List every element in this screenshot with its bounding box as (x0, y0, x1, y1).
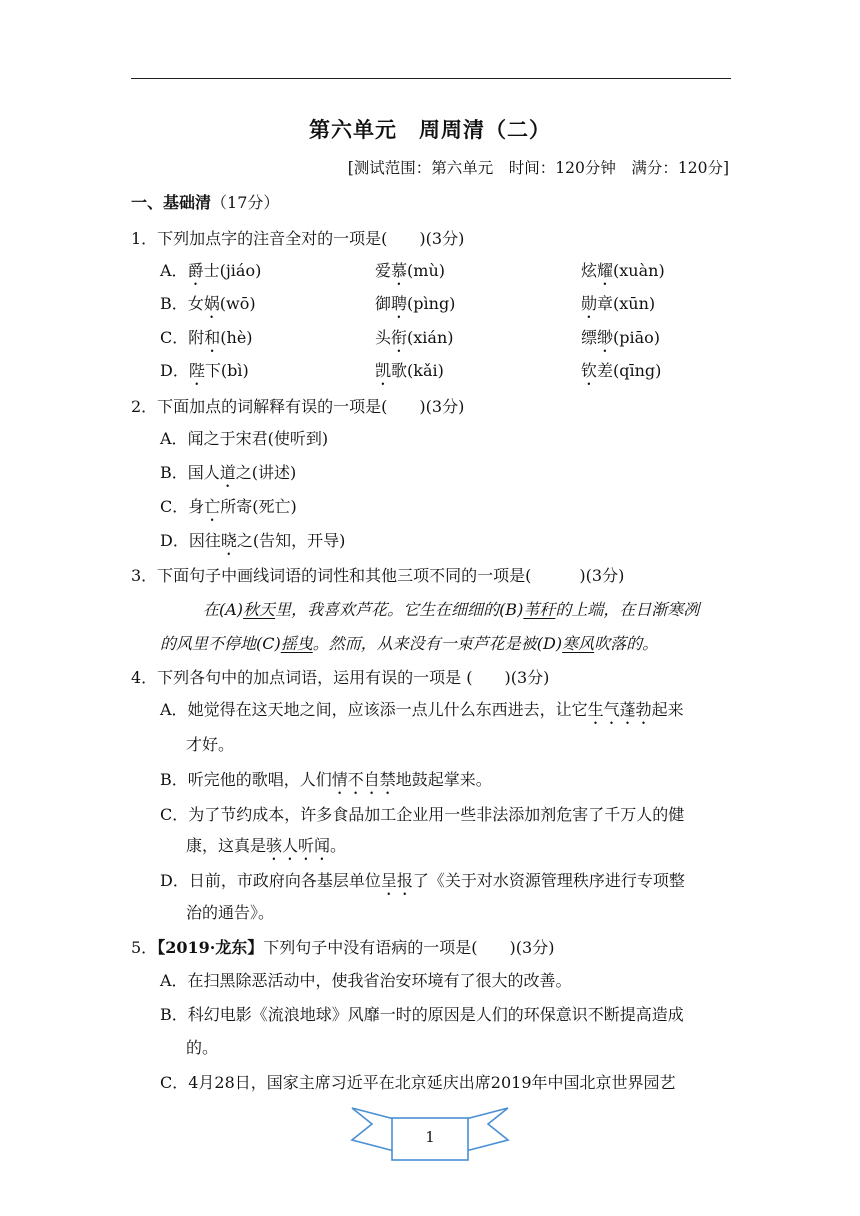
option-word: 头 (375, 328, 392, 347)
question-5-stem (131, 935, 554, 958)
option-word: 娲 (203, 294, 220, 313)
top-rule (131, 78, 731, 79)
underlined-word-d: 寒风 (562, 634, 595, 653)
option-word: 爱 (375, 261, 392, 280)
question-5-option-a: A．在扫黑除恶活动中，使我省治安环境有了很大的改善。 (160, 971, 572, 990)
option-word: 炫 (581, 261, 598, 280)
option-text: 所寄(死亡) (220, 497, 297, 516)
question-1-option-3-b (375, 358, 444, 389)
option-text: 日前，市政府向各基层单位 (188, 871, 381, 890)
question-text: 下列句子中没有语病的一项是( )(3分) (263, 938, 555, 957)
option-word: 凯 (375, 361, 392, 380)
option-pinyin: (xuàn) (613, 261, 665, 280)
dotted-word: 生气蓬勃 (587, 700, 652, 719)
question-1-option-1-c (581, 291, 655, 322)
question-4-option-c-cont (186, 833, 346, 864)
passage-text: 。然而，从来没有一束芦花是被(D) (312, 634, 563, 653)
option-word: 缈 (597, 328, 614, 347)
question-number: 5． (131, 938, 158, 957)
option-text: 之(讲述) (235, 463, 297, 482)
dotted-word: 骇人听闻 (266, 836, 331, 855)
passage-text: 的上端，在日渐寒冽 (555, 600, 700, 619)
option-pinyin: 士(jiáo) (203, 261, 262, 280)
option-label: A． (160, 261, 188, 280)
question-4-option-c: C．为了节约成本，许多食品加工企业用一些非法添加剂危害了千万人的健 (160, 805, 685, 824)
option-pinyin: 差(qīng) (597, 361, 662, 380)
option-text: 之于宋君(使听到) (203, 429, 329, 448)
section-heading-title: 一、基础清 (131, 193, 212, 212)
option-label: C． (160, 497, 189, 516)
question-2-option-3 (160, 528, 345, 559)
option-word: 女 (187, 294, 204, 313)
option-text: 国人 (187, 463, 220, 482)
option-pinyin: (mù) (407, 261, 445, 280)
option-text: 之(告知，开导) (236, 531, 346, 550)
question-5-option-c: C．4月28日，国家主席习近平在北京延庆出席2019年中国北京世界园艺 (160, 1073, 676, 1092)
question-3-passage-line-2 (160, 631, 658, 654)
question-1-option-2-b (375, 325, 454, 356)
option-word: 陛 (188, 361, 205, 380)
question-3-passage-line-1 (203, 597, 699, 620)
question-2-option-2 (160, 494, 297, 525)
question-4-option-b (160, 767, 492, 798)
question-2-stem: 2．下面加点的词解释有误的一项是( )(3分) (131, 397, 465, 416)
page-title: 第六单元 周周清（二） (309, 117, 551, 142)
option-text: 。 (330, 836, 347, 855)
passage-text: 吹落的。 (594, 634, 659, 653)
option-label: C． (160, 328, 189, 347)
option-label: D． (160, 531, 189, 550)
question-3-stem: 3．下面句子中画线词语的词性和其他三项不同的一项是( )(3分) (131, 566, 625, 585)
underlined-word-a: 秋天 (243, 600, 276, 619)
option-word: 御 (375, 294, 392, 313)
option-text: 了《关于对水资源管理秩序进行专项整 (412, 871, 685, 890)
option-text: 因往 (188, 531, 221, 550)
option-word: 爵 (187, 261, 204, 280)
question-4-option-a (160, 697, 684, 728)
option-word: 附 (188, 328, 205, 347)
option-label: D． (160, 871, 189, 890)
question-1-option-1-b (375, 291, 455, 322)
question-1-option-3 (160, 358, 249, 389)
option-text: 听完他的歌唱，人们 (187, 770, 332, 789)
option-word: 耀 (597, 261, 614, 280)
option-text: 起来 (651, 700, 684, 719)
option-word: 缥 (581, 328, 598, 347)
question-4-option-d (160, 868, 685, 899)
option-word: 聘 (391, 294, 408, 313)
question-2-option-0 (160, 426, 328, 457)
option-word: 勋 (581, 294, 598, 313)
dotted-word: 晓 (220, 531, 237, 550)
page-number: 1 (425, 1128, 435, 1146)
option-label: D． (160, 361, 189, 380)
dotted-word: 道 (219, 463, 236, 482)
option-pinyin: (pìng) (407, 294, 456, 313)
option-label: A． (160, 700, 188, 719)
dotted-word: 亡 (204, 497, 221, 516)
option-word: 慕 (391, 261, 408, 280)
section-heading-score: （17分） (211, 193, 280, 212)
question-5-option-b-cont: 的。 (186, 1038, 219, 1057)
question-4-option-a-cont: 才好。 (186, 735, 235, 754)
question-1-option-1 (160, 291, 256, 322)
test-scope-meta: [测试范围：第六单元 时间：120分钟 满分：120分] (347, 159, 729, 177)
question-1-option-0 (160, 258, 261, 289)
underlined-word-c: 摇曳 (280, 634, 313, 653)
option-pinyin: (piāo) (613, 328, 661, 347)
section-heading (131, 190, 279, 213)
passage-text: 在(A) (203, 600, 244, 619)
passage-text: 的风里不停地(C) (160, 634, 281, 653)
underlined-word-b: 苇秆 (523, 600, 556, 619)
question-1-option-2 (160, 325, 253, 356)
option-label: B． (160, 770, 188, 789)
option-text: 身 (188, 497, 205, 516)
question-source: 【2019·龙东】 (157, 938, 264, 957)
option-pinyin: 章(xūn) (597, 294, 656, 313)
question-1-stem: 1．下列加点字的注音全对的一项是( )(3分) (131, 229, 465, 248)
question-1-option-2-c (581, 325, 660, 356)
option-pinyin: (xián) (407, 328, 454, 347)
option-label: B． (160, 463, 188, 482)
option-text: 她觉得在这天地之间，应该添一点儿什么东西进去，让它 (187, 700, 588, 719)
question-1-option-0-c (581, 258, 665, 289)
question-1-option-3-c (581, 358, 661, 389)
option-word: 衔 (391, 328, 408, 347)
option-pinyin: 歌(kǎi) (391, 361, 444, 380)
option-text: 闻 (187, 429, 204, 448)
option-pinyin: 下(bì) (204, 361, 249, 380)
option-word: 钦 (581, 361, 598, 380)
option-label: B． (160, 294, 188, 313)
dotted-word: 呈报 (380, 871, 413, 890)
option-label: A． (160, 429, 188, 448)
question-2-option-1 (160, 460, 296, 491)
passage-text: 里，我喜欢芦花。它生在细细的(B) (275, 600, 524, 619)
option-text: 康，这真是 (186, 836, 267, 855)
question-1-option-0-b (375, 258, 445, 289)
question-4-stem: 4．下列各句中的加点词语，运用有误的一项是 ( )(3分) (131, 668, 550, 687)
option-word: 和 (204, 328, 221, 347)
option-pinyin: (hè) (220, 328, 253, 347)
question-4-option-d-cont: 治的通告》。 (186, 903, 275, 922)
option-pinyin: (wō) (219, 294, 256, 313)
dotted-word: 情不自禁 (331, 770, 396, 789)
option-text: 地鼓起掌来。 (395, 770, 492, 789)
question-5-option-b: B．科幻电影《流浪地球》风靡一时的原因是人们的环保意识不断提高造成 (160, 1005, 684, 1024)
